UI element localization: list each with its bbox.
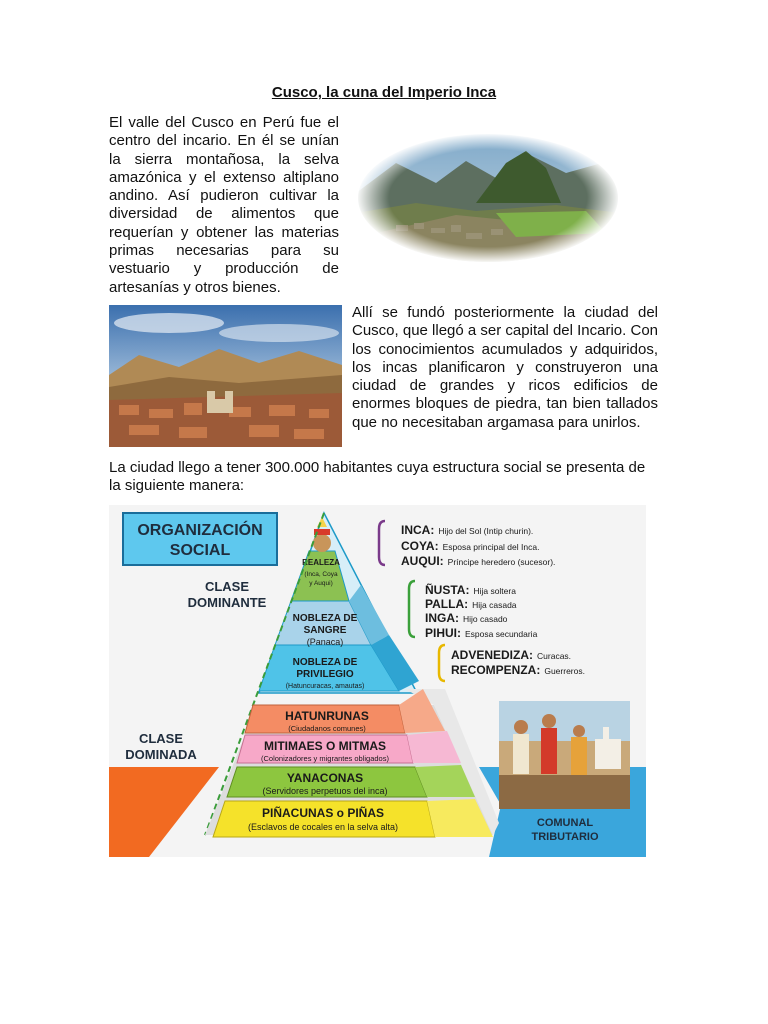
realeza-label: REALEZA — [302, 558, 340, 567]
definition-item — [425, 611, 508, 625]
svg-text:y Auqui): y Auqui) — [309, 580, 333, 587]
definition-term: ÑUSTA: — [425, 583, 470, 597]
definition-term: RECOMPENZA: — [451, 663, 541, 677]
definition-term: INCA: — [401, 523, 435, 537]
definition-term: PIHUI: — [425, 626, 461, 640]
hatunrunas-label: HATUNRUNAS — [285, 709, 369, 723]
svg-text:(Inca, Coya: (Inca, Coya — [304, 571, 338, 578]
definition-term: COYA: — [401, 539, 439, 553]
definition-desc: Guerreros. — [544, 666, 585, 676]
svg-text:TRIBUTARIO: TRIBUTARIO — [531, 831, 599, 843]
page-title: Cusco, la cuna del Imperio Inca — [271, 84, 497, 101]
svg-text:DOMINANTE: DOMINANTE — [187, 595, 267, 610]
definition-desc: Curacas. — [537, 651, 572, 661]
nobleza-sangre-label: NOBLEZA DE — [292, 613, 358, 624]
definition-desc: Esposa principal del Inca. — [442, 542, 540, 552]
machu-picchu-photo — [356, 133, 620, 263]
cusco-city-photo — [109, 305, 342, 447]
definition-item — [425, 626, 538, 640]
definition-desc: Hija casada — [472, 600, 517, 610]
svg-text:PRIVILEGIO: PRIVILEGIO — [296, 669, 354, 680]
definition-term: PALLA: — [425, 597, 469, 611]
definition-term: ADVENEDIZA: — [451, 648, 534, 662]
definition-item — [451, 648, 571, 662]
svg-text:(Servidores perpetuos del inca: (Servidores perpetuos del inca) — [262, 786, 388, 796]
svg-text:(Ciudadanos comunes): (Ciudadanos comunes) — [288, 724, 366, 733]
svg-text:SANGRE: SANGRE — [303, 625, 347, 636]
definition-term: AUQUI: — [401, 554, 444, 568]
social-organization-infographic — [109, 505, 646, 857]
clase-dominante-label: CLASE — [204, 579, 250, 594]
definition-term: INGA: — [425, 611, 459, 625]
population-paragraph: La ciudad llego a tener 300.000 habitantes cuya estructura social se presenta de la siguiente manera: — [109, 459, 646, 495]
definition-desc: Hijo casado — [463, 614, 508, 624]
org-title-line1: ORGANIZACIÓN — [137, 522, 263, 539]
svg-text:(Hatuncuracas, amautas): (Hatuncuracas, amautas) — [285, 683, 365, 690]
comunal-tributario-label: COMUNAL — [536, 817, 594, 829]
intro-paragraph: El valle del Cusco en Perú fue el centro del incario. En él se unían la sierra montañosa, la selva amazónica y el extenso altiplano andino. Así pudieron cultivar la diversidad de alimentos que requerían y obtener las materias primas necesarias para su vestuario y producción de artesanías y otros bienes. — [109, 114, 339, 296]
org-title-line2: SOCIAL — [169, 542, 231, 559]
definition-item — [401, 554, 555, 568]
svg-text:(Colonizadores y migrantes obl: (Colonizadores y migrantes obligados) — [261, 754, 389, 763]
history-paragraph: Allí se fundó posteriormente la ciudad del Cusco, que llegó a ser capital del Incario. Con los conocimientos acumulados y adquiridos, los incas planificaron y construyeron una ciudad de grandes y ricos edificios de enormes bloques de piedra, tan bien tallados que no necesitaban argamasa para unirlos. — [352, 304, 659, 431]
definition-desc: Hijo del Sol (Intip churin). — [438, 526, 534, 536]
yanaconas-label: YANACONAS — [286, 771, 364, 785]
definition-desc: Esposa secundaria — [465, 629, 538, 639]
mitimaes-label: MITIMAES O MITMAS — [264, 739, 386, 753]
definition-item — [401, 523, 533, 537]
svg-text:(Panaca): (Panaca) — [306, 637, 344, 647]
svg-text:DOMINADA: DOMINADA — [125, 747, 197, 762]
nobleza-privilegio-label: NOBLEZA DE — [292, 657, 358, 668]
definition-item — [451, 663, 585, 677]
definition-desc: Hija soltera — [473, 586, 516, 596]
svg-text:(Esclavos de cocales en la sel: (Esclavos de cocales en la selva alta) — [247, 822, 399, 832]
definition-item — [401, 539, 539, 553]
clase-dominada-label: CLASE — [138, 731, 184, 746]
definition-desc: Príncipe heredero (sucesor). — [447, 557, 556, 567]
pinacunas-label: PIÑACUNAS o PIÑAS — [261, 806, 385, 820]
